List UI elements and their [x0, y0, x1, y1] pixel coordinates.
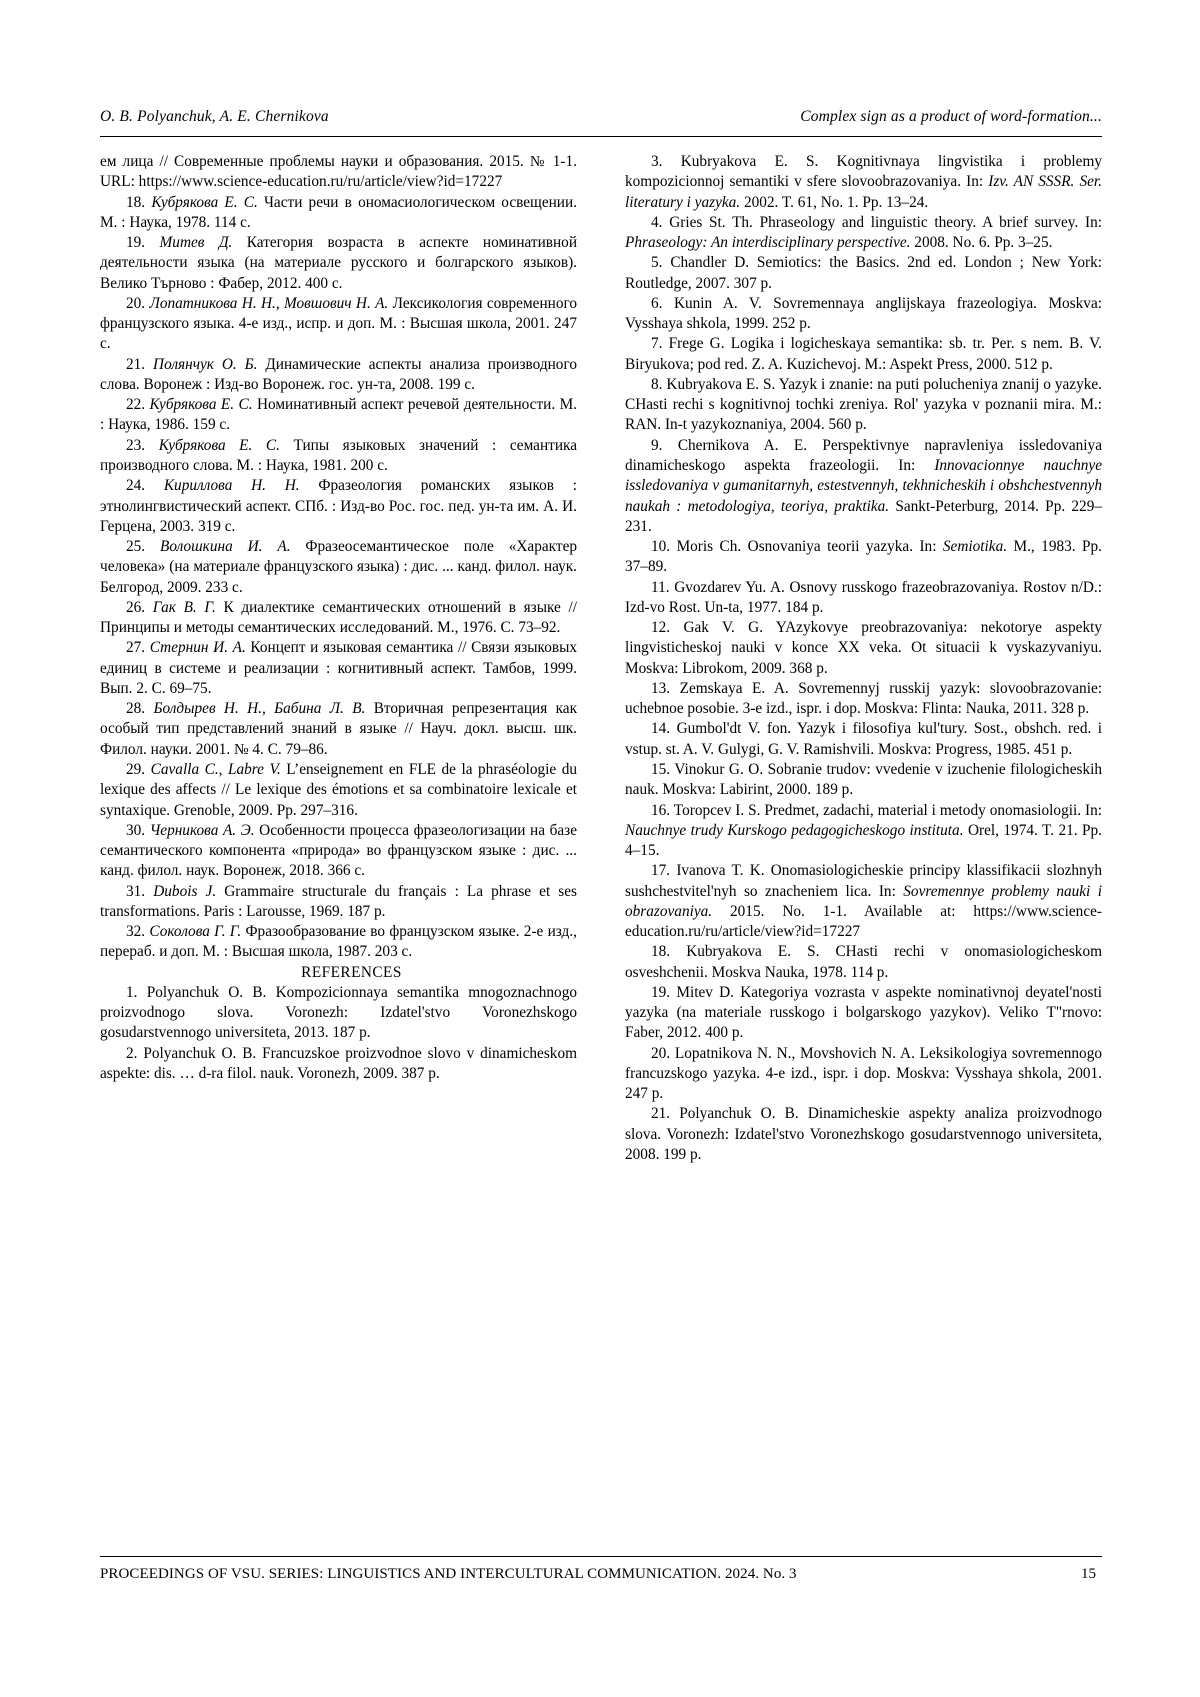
- footer-journal-title: PROCEEDINGS OF VSU. SERIES: LINGUISTICS AND INTERCULTURAL COMMUNICATION. 2024. No. 3: [100, 1566, 797, 1582]
- entry-author: Кириллова Н. Н.: [163, 477, 300, 495]
- reference-entry: [625, 294, 1102, 335]
- header-divider: [100, 136, 1102, 137]
- bibliography-entry: [100, 294, 577, 355]
- reference-entry: [625, 375, 1102, 436]
- entry-source-title: Sovremennye problemy nauki i obrazovaniya.: [625, 882, 1102, 920]
- entry-text: Части речи в ономасиологическом освещении. М. : Наука, 1978. 114 с.: [100, 193, 578, 231]
- entry-text: К диалектике семантических отношений в языке // Принципы и методы семантических исследований. М., 1976. С. 73–92.: [100, 598, 577, 637]
- bibliography-entry: [100, 760, 577, 821]
- entry-text-tail: 2008. No. 6. Pp. 3–25.: [910, 234, 1053, 252]
- entry-text: Frege G. Logika i logicheskaya semantika: sb. tr. Per. s nem. B. V. Biryukova; pod red. Z. A. Kuzichevoj. M.: Aspekt Press, 2000. 512 p.: [625, 335, 1102, 373]
- entry-text: Polyanchuk O. B. Francuzskoe proizvodnoe slovo v dinamicheskom aspekte: dis. … d-ra filol. nauk. Voronezh, 2009. 387 p.: [100, 1044, 577, 1082]
- entry-number: 13.: [651, 679, 671, 697]
- entry-text-tail: 2002. T. 61, No. 1. Pp. 13–24.: [740, 193, 929, 211]
- entry-text: Chandler D. Semiotics: the Basics. 2nd ed. London ; New York: Routledge, 2007. 307 p.: [625, 254, 1102, 292]
- entry-number: 15.: [651, 760, 671, 778]
- entry-text: Toropcev I. S. Predmet, zadachi, material i metody onomasiologii. In:: [673, 801, 1102, 819]
- header-authors: O. B. Polyanchuk, A. E. Chernikova: [100, 108, 329, 125]
- entry-text: Фразеология романских языков : этнолингвистический аспект. СПб. : Изд-во Рос. гос. пед. ун-та им. А. И. Герцена, 2003. 319 с.: [100, 477, 577, 535]
- entry-number: 17.: [651, 862, 671, 880]
- references-heading: REFERENCES: [301, 963, 402, 981]
- entry-number: 9.: [651, 436, 663, 454]
- reference-entry: [625, 436, 1102, 537]
- entry-number: 18.: [126, 193, 146, 211]
- reference-entry: [625, 861, 1102, 942]
- reference-entry: [625, 1044, 1102, 1105]
- entry-number: 29.: [126, 760, 146, 778]
- entry-number: 27.: [126, 639, 146, 657]
- entry-text: Концепт и языковая семантика // Связи языковых единиц в системе и реализации : когнитивный аспект. Тамбов, 1999. Вып. 2. С. 69–75.: [100, 639, 577, 697]
- entry-author: Волошкина И. А.: [160, 538, 291, 556]
- reference-entry: [625, 983, 1102, 1044]
- reference-entry: [625, 253, 1102, 294]
- entry-number: 11.: [651, 578, 670, 596]
- entry-number: 31.: [126, 882, 146, 900]
- entry-text: Polyanchuk O. B. Kompozicionnaya semantika mnogoznachnogo proizvodnogo slova. Voronezh: Izdatel'stvo Voronezhskogo gosudarstvennogo universiteta, 2013. 187 p.: [100, 983, 577, 1042]
- entry-text: L’enseignement en FLE de la phraséologie du lexique des affects // Le lexique des émotions et sa combinatoire lexicale et syntaxique. Grenoble, 2009. Pp. 297–316.: [100, 760, 578, 819]
- entry-source-title: Semiotika.: [942, 538, 1008, 556]
- references-list-start: [100, 983, 577, 1084]
- bibliography-entry: [100, 395, 577, 436]
- footer-page-number: 15: [1081, 1566, 1096, 1582]
- entry-text: Polyanchuk O. B. Dinamicheskie aspekty analiza proizvodnogo slova. Voronezh: Izdatel'stvo Voronezhskogo gosudarstvennogo universiteta, 2008. 199 p.: [625, 1105, 1103, 1164]
- entry-text: Типы языковых значений : семантика производного слова. М. : Наука, 1981. 200 с.: [100, 436, 577, 474]
- bibliography-list-russian: [100, 193, 577, 963]
- entry-author: Митев Д.: [159, 234, 233, 252]
- entry-number: 22.: [126, 396, 146, 414]
- entry-author: Кубрякова Е. С.: [149, 396, 253, 414]
- reference-entry: [625, 679, 1102, 720]
- left-column: [100, 152, 577, 1165]
- bibliography-entry: [100, 821, 577, 882]
- entry-text: Динамические аспекты анализа производного слова. Воронеж : Изд-во Воронеж. гос. ун-та, 2008. 199 с.: [100, 355, 577, 393]
- entry-number: 21.: [126, 355, 146, 373]
- entry-text: Grammaire structurale du français : La phrase et ses transformations. Paris : Larousse, 1969. 187 p.: [100, 882, 578, 920]
- entry-text: Лексикология современного французского языка. 4-е изд., испр. и доп. М. : Высшая школа, 2001. 247 с.: [100, 294, 578, 353]
- entry-text-tail: 2015. No. 1-1. Available at: https://www.science-education.ru/ru/article/view?id=17227: [625, 902, 1102, 941]
- bibliography-entry: [100, 638, 577, 699]
- entry-author: Cavalla C., Labre V.: [150, 760, 281, 778]
- entry-number: 21.: [651, 1105, 671, 1123]
- entry-text: Kunin A. V. Sovremennaya anglijskaya frazeologiya. Moskva: Vysshaya shkola, 1999. 252 p.: [625, 294, 1102, 333]
- entry-number: 23.: [126, 436, 146, 454]
- reference-entry: [625, 942, 1102, 983]
- entry-text: Kubryakova E. S. CHasti rechi v onomasiologicheskom osveshchenii. Moskva Nauka, 1978. 114 p.: [625, 943, 1102, 981]
- reference-entry: [625, 578, 1102, 619]
- entry-text-tail: Orel, 1974. T. 21. Pp. 4–15.: [625, 821, 1103, 860]
- reference-entry: [625, 1104, 1102, 1165]
- entry-author: Болдырев Н. Н., Бабина Л. В.: [153, 700, 366, 718]
- entry-text: Gak V. G. YAzykovye preobrazovaniya: nekotorye aspekty lingvisticheskoj nauki v konce XX veka. Ot situacii k vyskazyvaniyu. Moskva: Librokom, 2009. 368 p.: [625, 619, 1102, 677]
- bibliography-entry: [100, 476, 577, 537]
- header-running-title: Complex sign as a product of word-formation...: [800, 108, 1102, 125]
- reference-entry: [625, 334, 1102, 375]
- entry-text: Вторичная репрезентация как особый тип представлений знаний в языке // Науч. докл. высш. шк. Филол. науки. 2001. № 4. С. 79–86.: [100, 700, 577, 758]
- entry-source-title: Innovacionnye nauchnye issledovaniya v gumanitarnyh, estestvennyh, tekhnicheskih i obshchestvennyh naukah : metodologiya, teoriya, praktika.: [625, 456, 1102, 515]
- entry-text: Chernikova A. E. Perspektivnye napravleniya issledovaniya dinamicheskogo aspekta frazeologii. In:: [625, 436, 1102, 474]
- right-column: [625, 152, 1102, 1165]
- entry-text-tail: M., 1983. Pp. 37–89.: [625, 538, 1103, 576]
- bibliography-entry: [100, 355, 577, 396]
- reference-entry: [100, 1044, 577, 1085]
- reference-entry: [625, 760, 1102, 801]
- entry-number: 12.: [651, 619, 671, 637]
- page-header: [100, 108, 1102, 126]
- entry-source-title: Phraseology: An interdisciplinary perspective.: [625, 234, 911, 252]
- reference-entry: [625, 537, 1102, 578]
- bibliography-entry: [100, 882, 577, 923]
- entry-text: Moris Ch. Osnovaniya teorii yazyka. In:: [676, 538, 943, 556]
- entry-text: Mitev D. Kategoriya vozrasta v aspekte nominativnoj deyatel'nosti yazyka (na materiale russkogo i bolgarskogo yazykov). Veliko T"rnovo: Faber, 2012. 400 p.: [625, 983, 1102, 1042]
- entry-number: 16.: [651, 801, 671, 819]
- entry-text: Ivanova T. K. Onomasiologicheskie principy klassifikacii slozhnyh sushchestvitel'nyh so znacheniem lica. In:: [625, 862, 1102, 900]
- entry-text: Kubryakova E. S. Yazyk i znanie: na puti polucheniya znanij o yazyke. CHasti rechi s kognitivnoj tochki zreniya. Rol' yazyka v poznanii mira. M.: RAN. In-t yazykoznaniya, 2004. 560 p.: [625, 375, 1102, 434]
- entry-author: Соколова Г. Г.: [149, 923, 242, 941]
- entry-number: 30.: [126, 821, 146, 839]
- reference-entry: [625, 213, 1102, 254]
- entry-number: 7.: [651, 335, 663, 353]
- entry-number: 25.: [126, 538, 146, 556]
- entry-text-tail: Sankt-Peterburg, 2014. Pp. 229–231.: [625, 497, 1102, 535]
- entry-number: 2.: [126, 1044, 138, 1062]
- entry-author: Кубрякова Е. С.: [158, 436, 280, 454]
- entry-text: Gumbol'dt V. fon. Yazyk i filosofiya kul'tury. Sost., obshch. red. i vstup. st. A. V. Gulygi, G. V. Ramishvili. Moskva: Progress, 1985. 451 p.: [625, 720, 1103, 758]
- entry-number: 4.: [651, 213, 663, 231]
- entry-text: Gries St. Th. Phraseology and linguistic theory. A brief survey. In:: [669, 213, 1102, 231]
- two-column-body: [100, 152, 1102, 1165]
- bibliography-entry: [100, 537, 577, 598]
- bibliography-entry: [100, 193, 577, 234]
- reference-entry: [625, 152, 1102, 213]
- bibliography-entry: [100, 436, 577, 477]
- bibliography-entry: [100, 699, 577, 760]
- entry-number: 20.: [126, 294, 146, 312]
- entry-number: 10.: [651, 538, 671, 556]
- reference-entry: [625, 801, 1102, 862]
- entry-author: Лопатникова Н. Н., Мовшович Н. А.: [149, 294, 389, 312]
- entry-number: 14.: [651, 720, 671, 738]
- entry-number: 18.: [651, 943, 671, 961]
- footer-divider: [100, 1556, 1102, 1557]
- entry-text: Номинативный аспект речевой деятельности. М. : Наука, 1986. 159 с.: [100, 396, 577, 434]
- reference-entry: [100, 983, 577, 1044]
- reference-entry: [625, 618, 1102, 679]
- page-footer: [100, 1566, 1102, 1583]
- entry-number: 19.: [651, 983, 671, 1001]
- entry-text: Lopatnikova N. N., Movshovich N. A. Leksikologiya sovremennogo francuzskogo yazyka. 4-e izd., ispr. i dop. Moskva: Vysshaya shkola, 2001. 247 p.: [625, 1044, 1102, 1103]
- entry-number: 24.: [126, 477, 146, 495]
- entry-number: 28.: [126, 700, 146, 718]
- entry-author: Кубрякова Е. С.: [151, 193, 258, 211]
- references-list-continued: [625, 152, 1102, 1165]
- entry-text: Категория возраста в аспекте номинативной деятельности языка (на материале русского и болгарского языков). Велико Търново : Фабер, 2012. 400 с.: [100, 234, 578, 292]
- entry-number: 26.: [126, 598, 146, 616]
- entry-text: Фразообразование во французском языке. 2-е изд., перераб. и доп. М. : Высшая школа, 1987. 203 с.: [100, 923, 577, 961]
- entry-number: 6.: [651, 294, 663, 312]
- entry-text: Фразеосемантическое поле «Характер человека» (на материале французского языка) : дис. ... канд. филол. наук. Белгород, 2009. 233 с.: [100, 538, 578, 596]
- entry-number: 32.: [126, 923, 146, 941]
- reference-entry: [625, 719, 1102, 760]
- entry-source-title: Izv. AN SSSR. Ser. literatury i yazyka.: [625, 173, 1102, 211]
- entry-author: Стернин И. А.: [149, 639, 246, 657]
- entry-text: Zemskaya E. A. Sovremennyj russkij yazyk: slovoobrazovanie: uchebnoe posobie. 3-e izd., ispr. i dop. Moskva: Flinta: Nauka, 2011. 328 p.: [625, 679, 1102, 718]
- entry-text: Особенности процесса фразеологизации на базе семантического компонента «природа» во французском языке : дис. ... канд. филол. наук. Воронеж, 2018. 366 с.: [100, 821, 578, 880]
- entry-number: 8.: [651, 375, 663, 393]
- bibliography-entry: [100, 922, 577, 963]
- entry-number: 19.: [126, 234, 146, 252]
- entry-author: Черникова А. Э.: [149, 821, 255, 839]
- entry-author: Полянчук О. Б.: [153, 355, 258, 373]
- bibliography-entry: [100, 233, 577, 294]
- entry-number: 3.: [651, 153, 663, 170]
- bibliography-entry: [100, 598, 577, 639]
- entry-text: Vinokur G. O. Sobranie trudov: vvedenie v izuchenie filologicheskih nauk. Moskva: Labirint, 2000. 189 p.: [625, 760, 1102, 799]
- entry-text: Kubryakova E. S. Kognitivnaya lingvistika i problemy kompozicionnoj semantiki v sfere slovoobrazovaniya. In:: [625, 153, 1102, 191]
- continued-paragraph: ем лица // Современные проблемы науки и образования. 2015. № 1-1. URL: https://www.science-education.ru/ru/article/view?id=17227: [100, 153, 577, 191]
- entry-author: Гак В. Г.: [152, 598, 216, 616]
- entry-number: 20.: [651, 1044, 671, 1062]
- entry-number: 1.: [126, 983, 138, 1001]
- entry-text: Gvozdarev Yu. A. Osnovy russkogo frazeobrazovaniya. Rostov n/D.: Izd-vo Rost. Un-ta, 1977. 184 p.: [625, 578, 1102, 616]
- entry-author: Dubois J.: [153, 882, 217, 900]
- entry-number: 5.: [651, 254, 663, 272]
- entry-source-title: Nauchnye trudy Kurskogo pedagogicheskogo instituta.: [625, 821, 964, 839]
